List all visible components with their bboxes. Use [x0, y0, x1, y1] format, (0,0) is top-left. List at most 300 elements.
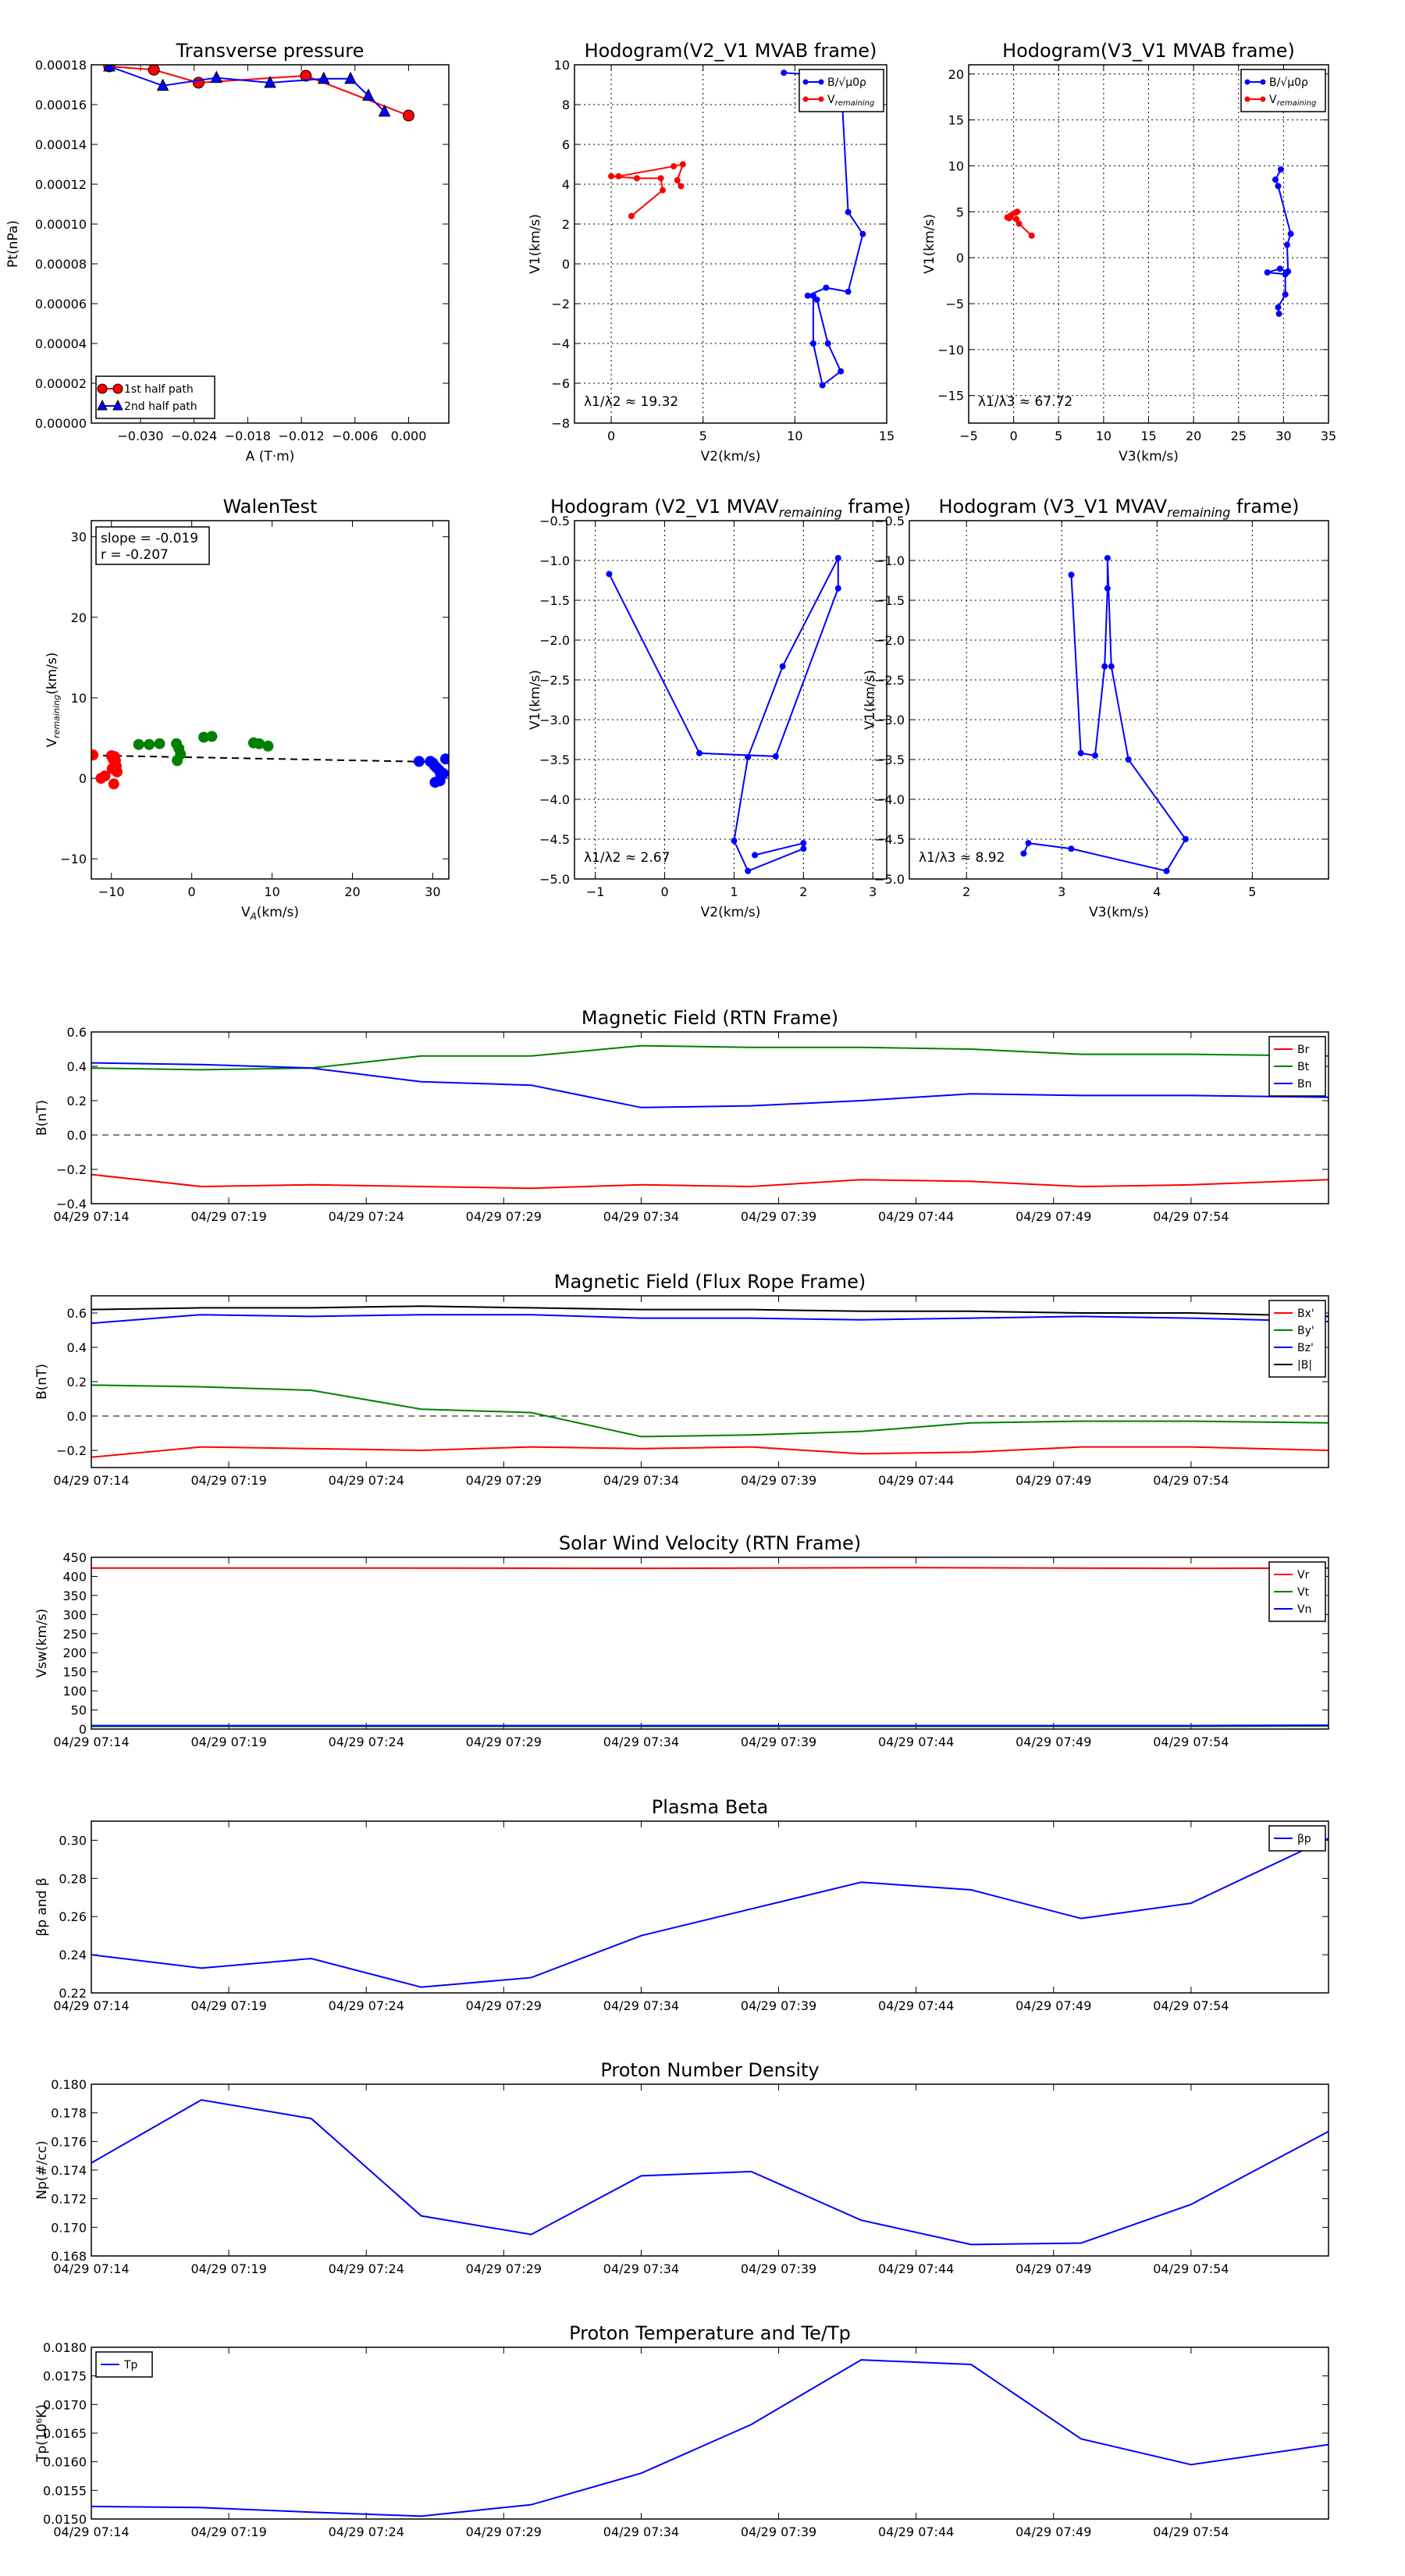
x-tick-label: −5 [959, 429, 978, 443]
legend-label: Br [1297, 1044, 1310, 1056]
y-tick-label: −1.5 [874, 593, 905, 608]
series-line [91, 1838, 1329, 1987]
y-tick-label: −5.0 [539, 872, 570, 887]
data-point [148, 64, 159, 75]
y-tick-label: 0.00008 [34, 257, 87, 272]
eigenvalue-ratio: λ1/λ3 ≈ 67.72 [978, 394, 1073, 410]
legend-label: 1st half path [124, 383, 194, 396]
x-tick-label: 04/29 07:24 [328, 1998, 404, 2013]
y-tick-label: 0 [561, 257, 570, 272]
legend-label: B/√μ0ρ [1269, 76, 1308, 89]
y-tick-label: 0.26 [59, 1909, 87, 1925]
eigenvalue-ratio: λ1/λ3 ≈ 8.92 [919, 850, 1005, 866]
data-point [1092, 753, 1098, 759]
y-tick-label: −5.0 [874, 872, 905, 887]
y-tick-label: 0.176 [51, 2134, 87, 2150]
y-axis-label: V1(km/s) [528, 214, 543, 274]
x-axis-label: V2(km/s) [700, 449, 761, 464]
data-point [1026, 840, 1032, 846]
x-tick-label: 04/29 07:24 [328, 1209, 404, 1224]
y-tick-label: −1.0 [874, 553, 905, 568]
x-tick-label: 04/29 07:49 [1016, 2261, 1092, 2276]
bn-series [91, 1063, 1329, 1108]
data-point [606, 571, 612, 577]
data-point [211, 72, 222, 83]
data-point [1278, 166, 1284, 173]
y-axis-label: Pt(nPa) [5, 220, 21, 268]
x-tick-label: 3 [869, 884, 877, 899]
x-tick-label: 04/29 07:29 [465, 1209, 542, 1224]
x-tick-label: 25 [1230, 429, 1247, 443]
y-tick-label: 0.0175 [43, 2368, 87, 2384]
y-tick-label: 2 [561, 217, 570, 232]
data-point [615, 173, 621, 180]
br-series [91, 1175, 1329, 1189]
series-line [91, 1385, 1329, 1436]
data-point [133, 739, 144, 750]
legend [1269, 1826, 1325, 1851]
data-point [206, 731, 217, 742]
x-tick-label: 20 [344, 884, 361, 899]
data-point [1013, 216, 1019, 222]
x-tick-label: 0 [606, 429, 616, 443]
data-point [1068, 845, 1074, 852]
legend-label: Bn [1297, 1078, 1312, 1091]
y-tick-label: 4 [561, 177, 570, 192]
y-tick-label: 0.22 [59, 1986, 87, 2001]
data-point [731, 838, 737, 844]
y-tick-label: 0.170 [51, 2220, 87, 2236]
plot-frame [91, 1557, 1329, 1729]
x-tick-label: 04/29 07:24 [328, 1735, 404, 1749]
legend-label: B/√μ0ρ [827, 76, 866, 89]
y-tick-label: 6 [561, 137, 570, 152]
legend [96, 376, 215, 418]
magnetic-field-rtn-chart [34, 1007, 1329, 1224]
x-tick-label: 04/29 07:14 [53, 1735, 130, 1749]
y-axis-label: $V_{remaining}(km/s)$ [44, 652, 62, 748]
data-point [634, 175, 640, 181]
bt-series [91, 1046, 1329, 1070]
series-line [611, 165, 683, 216]
data-point [1183, 836, 1189, 842]
data-point [810, 293, 816, 299]
x-axis-label: V3(km/s) [1089, 905, 1149, 920]
y-tick-label: −4.0 [539, 792, 570, 807]
x-tick-label: −0.024 [171, 429, 218, 443]
data-point [752, 852, 758, 858]
x-tick-label: 2 [962, 884, 971, 899]
x-tick-label: 04/29 07:49 [1016, 1998, 1092, 2013]
x-tick-label: 04/29 07:44 [878, 1998, 955, 2013]
data-point [1104, 585, 1111, 592]
legend-label: Tp [124, 2359, 138, 2371]
data-point [144, 739, 155, 750]
chart-title: Hodogram (V2_V1 $MVAV_{remaining}$ frame) [550, 496, 912, 520]
x-tick-label: 04/29 07:19 [190, 1473, 267, 1488]
by--series [91, 1385, 1329, 1436]
data-point [1282, 271, 1289, 277]
y-tick-label: 0.0 [66, 1409, 87, 1424]
solar-wind-velocity-chart [34, 1532, 1329, 1749]
x-tick-label: 04/29 07:54 [1153, 1473, 1229, 1488]
y-tick-label: 0.00000 [34, 416, 87, 431]
data-point [660, 187, 666, 194]
x-tick-label: −10 [98, 884, 125, 899]
x-tick-label: 04/29 07:24 [328, 2524, 404, 2539]
series-line [1023, 558, 1185, 871]
data-point [745, 868, 751, 874]
plot-frame [91, 2347, 1329, 2519]
x-tick-label: 5 [1055, 429, 1063, 443]
x-tick-label: 10 [1095, 429, 1112, 443]
data-point [820, 382, 826, 389]
y-tick-label: 15 [948, 112, 964, 128]
chart-title: Hodogram(V3_V1 MVAB frame) [1002, 40, 1295, 62]
y-tick-label: 0.2 [66, 1094, 87, 1108]
x-tick-label: 0 [660, 884, 669, 899]
data-point [262, 741, 273, 752]
data-point [1276, 311, 1282, 317]
y-tick-label: 0.00004 [34, 336, 87, 351]
y-tick-label: 0 [955, 251, 964, 266]
x-tick-label: 04/29 07:34 [603, 1473, 680, 1488]
y-tick-label: 100 [62, 1684, 87, 1699]
data-point [1014, 208, 1020, 215]
annotation-text: slope = -0.019 [101, 531, 199, 546]
chart-title: Solar Wind Velocity (RTN Frame) [558, 1532, 862, 1554]
x-tick-label: 4 [1153, 884, 1161, 899]
-p-series [91, 1838, 1329, 1987]
x-tick-label: 04/29 07:39 [740, 2524, 817, 2539]
y-tick-label: −3.0 [874, 713, 905, 728]
y-tick-label: −10 [937, 342, 964, 358]
y-tick-label: 0.0165 [43, 2426, 87, 2441]
data-point [1275, 183, 1281, 189]
data-point [800, 845, 806, 852]
x-tick-label: 04/29 07:14 [53, 1998, 130, 2013]
data-point [1164, 868, 1170, 874]
legend [1269, 1300, 1325, 1377]
x-tick-label: 04/29 07:29 [465, 1473, 542, 1488]
y-tick-label: −5 [945, 297, 964, 311]
data-point [108, 778, 119, 789]
series-line [91, 1063, 1329, 1108]
x-tick-label: −0.006 [332, 429, 379, 443]
y-axis-label: Vsw(km/s) [34, 1608, 50, 1678]
y-tick-label: 0.6 [66, 1306, 87, 1321]
series-0-series [1020, 555, 1188, 874]
y-axis-label: V1(km/s) [863, 670, 878, 730]
series-1-series [133, 731, 274, 766]
y-axis-label: βp and β [34, 1877, 50, 1937]
y-tick-label: −0.2 [56, 1443, 87, 1458]
data-point [810, 340, 816, 347]
data-point [1078, 750, 1084, 756]
x-tick-label: 04/29 07:49 [1016, 1735, 1092, 1749]
fit-line [91, 756, 449, 763]
y-tick-label: −3.5 [539, 753, 570, 767]
x-tick-label: 20 [1185, 429, 1202, 443]
y-tick-label: 5 [955, 205, 964, 220]
y-tick-label: 0.168 [51, 2249, 87, 2264]
data-point [628, 213, 635, 219]
plot-frame [91, 1296, 1329, 1468]
legend-label: $V_{remaining}$ [827, 94, 875, 108]
y-tick-label: −0.2 [56, 1162, 87, 1177]
x-tick-label: 04/29 07:14 [53, 2261, 130, 2276]
y-tick-label: 20 [948, 66, 964, 82]
data-point [1264, 269, 1271, 276]
y-tick-label: 0.00018 [34, 58, 87, 73]
x-tick-label: 04/29 07:39 [740, 2261, 817, 2276]
legend-label: 2nd half path [124, 400, 197, 413]
y-tick-label: 0.00016 [34, 98, 87, 112]
y-tick-label: 300 [62, 1607, 87, 1623]
proton-temperature-chart [34, 2322, 1329, 2539]
x-tick-label: 0 [187, 884, 196, 899]
x-tick-label: 04/29 07:39 [740, 1473, 817, 1488]
y-tick-label: 150 [62, 1664, 87, 1680]
x-tick-label: 04/29 07:44 [878, 1473, 955, 1488]
x-tick-label: 04/29 07:44 [878, 1209, 955, 1224]
y-tick-label: −4 [551, 336, 570, 351]
-b--series [91, 1306, 1329, 1316]
plot-frame [91, 2084, 1329, 2256]
hodogram-v3v1-mvav-chart [863, 496, 1329, 920]
x-axis-label: $V_A(km/s)$ [240, 905, 300, 922]
x-tick-label: −0.018 [224, 429, 271, 443]
y-tick-label: −6 [551, 376, 570, 391]
eigenvalue-ratio: λ1/λ2 ≈ 2.67 [584, 850, 670, 866]
y-tick-label: 0.0170 [43, 2397, 87, 2413]
y-tick-label: 0.174 [51, 2163, 87, 2178]
y-tick-label: 0.0180 [43, 2340, 87, 2355]
y-tick-label: 0.0150 [43, 2512, 87, 2527]
data-point [1101, 664, 1108, 670]
x-tick-label: 30 [425, 884, 441, 899]
y-tick-label: 0.00006 [34, 297, 87, 311]
data-point [670, 163, 677, 169]
x-tick-label: 04/29 07:54 [1153, 2524, 1229, 2539]
y-tick-label: 450 [62, 1550, 87, 1565]
y-tick-label: 0 [78, 771, 87, 787]
x-tick-label: 04/29 07:24 [328, 1473, 404, 1488]
transverse-pressure-chart [5, 40, 449, 464]
x-tick-label: −1 [585, 884, 605, 899]
y-tick-label: −15 [937, 388, 964, 404]
plot-frame [91, 521, 449, 879]
y-tick-label: 30 [70, 529, 87, 545]
x-tick-label: 04/29 07:34 [603, 1998, 680, 2013]
y-tick-label: 400 [62, 1569, 87, 1585]
chart-title: Hodogram(V2_V1 MVAB frame) [584, 40, 877, 62]
series-line [91, 1315, 1329, 1323]
legend-label: Bz' [1297, 1342, 1314, 1354]
hodogram-v3v1-mvab-chart [922, 40, 1336, 464]
data-point [696, 750, 702, 756]
x-tick-label: 10 [264, 884, 280, 899]
x-tick-label: 04/29 07:44 [878, 2261, 955, 2276]
x-tick-label: 15 [1140, 429, 1157, 443]
x-tick-label: 04/29 07:19 [190, 1209, 267, 1224]
series-0-series [606, 555, 841, 874]
y-tick-label: 200 [62, 1646, 87, 1661]
chart-title: Proton Number Density [600, 2059, 820, 2081]
series-line [91, 2360, 1329, 2516]
walen-test-chart [44, 496, 451, 922]
data-point [835, 555, 841, 561]
x-tick-label: 04/29 07:44 [878, 2524, 955, 2539]
y-tick-label: 50 [70, 1703, 87, 1718]
x-axis-label: V3(km/s) [1119, 449, 1179, 464]
data-point [1272, 176, 1279, 183]
legend-label: Vr [1297, 1569, 1310, 1582]
data-point [1277, 265, 1283, 272]
y-tick-label: −0.4 [56, 1197, 87, 1212]
y-tick-label: −2.0 [539, 633, 570, 648]
y-tick-label: 0.28 [59, 1871, 87, 1887]
series-line [91, 1175, 1329, 1189]
y-tick-label: 350 [62, 1588, 87, 1603]
legend [1269, 1037, 1325, 1096]
y-tick-label: 0.172 [51, 2191, 87, 2207]
series-line [91, 1567, 1329, 1568]
y-tick-label: −2.0 [874, 633, 905, 648]
x-axis-label: A (T·m) [245, 449, 295, 464]
x-tick-label: 0.000 [390, 429, 427, 443]
x-tick-label: 3 [1058, 884, 1066, 899]
x-tick-label: 04/29 07:29 [465, 2524, 542, 2539]
x-tick-label: 04/29 07:14 [53, 1473, 130, 1488]
data-point [838, 368, 844, 375]
x-tick-label: 04/29 07:54 [1153, 2261, 1229, 2276]
x-tick-label: 04/29 07:34 [603, 1209, 680, 1224]
x-tick-label: 04/29 07:39 [740, 1735, 817, 1749]
y-tick-label: 0.2 [66, 1375, 87, 1389]
data-point [107, 763, 118, 774]
x-tick-label: 04/29 07:54 [1153, 1998, 1229, 2013]
x-tick-label: 15 [878, 429, 895, 443]
data-point [440, 753, 451, 764]
x-tick-label: 04/29 07:14 [53, 1209, 130, 1224]
data-point [805, 293, 811, 299]
x-tick-label: 04/29 07:19 [190, 2524, 267, 2539]
y-axis-label: Tp(10⁶K) [34, 2403, 50, 2463]
y-tick-label: 0.0160 [43, 2454, 87, 2470]
eigenvalue-ratio: λ1/λ2 ≈ 19.32 [584, 394, 679, 410]
chart-title: Proton Temperature and Te/Tp [569, 2322, 851, 2344]
series-line [91, 2100, 1329, 2244]
data-point [1068, 571, 1074, 578]
y-tick-label: 20 [70, 610, 87, 625]
data-point [845, 289, 852, 295]
plot-frame [91, 1821, 1329, 1993]
y-tick-label: −4.5 [874, 832, 905, 847]
y-axis-label: Np(#/cc) [34, 2140, 50, 2200]
data-point [172, 755, 183, 766]
x-tick-label: 04/29 07:34 [603, 2261, 680, 2276]
x-tick-label: −0.030 [117, 429, 164, 443]
data-point [823, 285, 829, 291]
legend-label: Bx' [1297, 1308, 1314, 1320]
y-tick-label: 10 [553, 58, 570, 73]
y-tick-label: −4.0 [874, 792, 905, 807]
x-tick-label: 04/29 07:19 [190, 2261, 267, 2276]
y-tick-label: −3.5 [874, 753, 905, 767]
annotation-text: r = -0.207 [101, 547, 169, 563]
legend [1241, 69, 1325, 112]
series-2-series [414, 753, 451, 788]
y-tick-label: −0.5 [874, 514, 905, 528]
x-tick-label: 04/29 07:24 [328, 2261, 404, 2276]
y-tick-label: 0.24 [59, 1948, 87, 1963]
data-point [403, 110, 414, 121]
legend-label: $V_{remaining}$ [1269, 94, 1317, 108]
legend-label: By' [1297, 1325, 1314, 1337]
bx--series [91, 1447, 1329, 1457]
x-tick-label: 04/29 07:29 [465, 1735, 542, 1749]
legend-label: |B| [1297, 1359, 1313, 1372]
y-tick-label: −8 [551, 416, 570, 431]
x-tick-label: 30 [1275, 429, 1292, 443]
chart-title: Transverse pressure [176, 40, 365, 62]
data-point [780, 664, 786, 670]
data-point [781, 69, 787, 76]
x-tick-label: 04/29 07:34 [603, 2524, 680, 2539]
data-point [1020, 850, 1026, 856]
tp-series [91, 2360, 1329, 2516]
x-tick-label: 04/29 07:14 [53, 2524, 130, 2539]
data-point [608, 173, 614, 180]
y-tick-label: −2 [551, 297, 570, 311]
data-point [1029, 233, 1035, 239]
y-tick-label: −10 [60, 852, 87, 867]
x-tick-label: 04/29 07:54 [1153, 1209, 1229, 1224]
y-tick-label: −2.5 [539, 673, 570, 688]
data-point [1108, 664, 1115, 670]
chart-title: WalenTest [222, 496, 318, 518]
data-point [845, 209, 852, 215]
series-line [784, 73, 863, 385]
y-axis-label: B(nT) [34, 1099, 50, 1137]
y-tick-label: 0.180 [51, 2077, 87, 2092]
data-point [674, 177, 681, 183]
y-tick-label: 0.178 [51, 2105, 87, 2121]
plot-frame [91, 1032, 1329, 1204]
y-tick-label: −3.0 [539, 713, 570, 728]
x-tick-label: 04/29 07:39 [740, 1209, 817, 1224]
data-point [1126, 756, 1132, 763]
x-tick-label: 1 [730, 884, 738, 899]
y-tick-label: 0.30 [59, 1833, 87, 1848]
plot-frame [91, 65, 449, 423]
hodogram-v2v1-mvab-chart [528, 40, 895, 464]
data-point [414, 756, 425, 767]
v-series [1005, 208, 1035, 239]
legend-label: Bt [1297, 1061, 1310, 1073]
series-line [91, 1447, 1329, 1457]
plasma-beta-chart [34, 1796, 1329, 2013]
legend [1269, 1562, 1325, 1621]
x-tick-label: 04/29 07:19 [190, 1735, 267, 1749]
legend-label: βp [1297, 1833, 1311, 1845]
chart-title: Magnetic Field (RTN Frame) [581, 1007, 839, 1029]
y-axis-label: B(nT) [34, 1363, 50, 1400]
data-point [745, 754, 751, 760]
y-tick-label: 0.6 [66, 1025, 87, 1040]
data-point [825, 340, 831, 347]
